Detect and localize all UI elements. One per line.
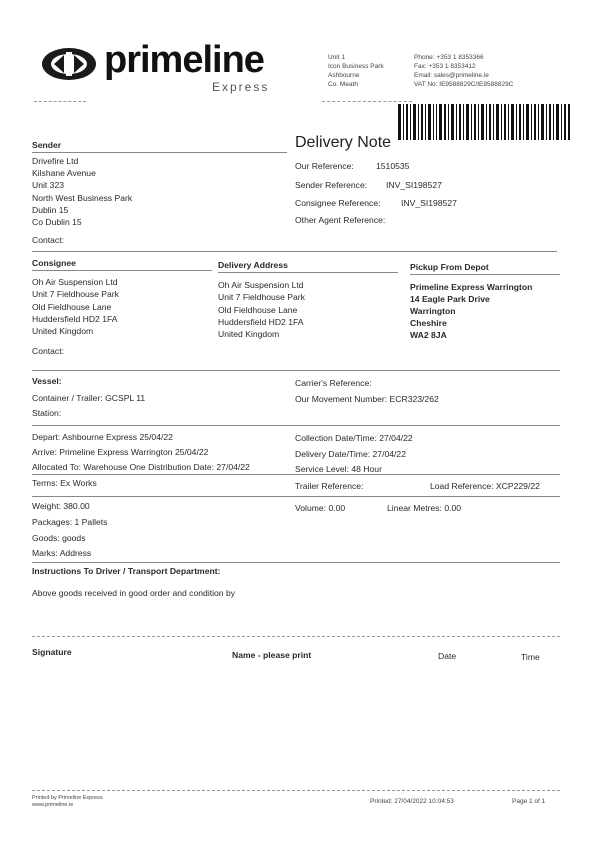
depart-info: Depart: Ashbourne Express 25/04/22 bbox=[32, 432, 173, 442]
pickup-heading: Pickup From Depot bbox=[410, 262, 489, 272]
consignee-reference-value: INV_SI198527 bbox=[401, 198, 457, 208]
delivery-line: Old Fieldhouse Lane bbox=[218, 305, 298, 315]
sender-line: Drivefire Ltd bbox=[32, 156, 79, 166]
instructions-heading: Instructions To Driver / Transport Department: bbox=[32, 566, 221, 576]
divider bbox=[32, 251, 557, 252]
vessel-label: Vessel: bbox=[32, 376, 62, 386]
printed-timestamp: Printed: 27/04/2022 10:04:53 bbox=[370, 798, 454, 805]
company-phone: Phone: +353 1 8353366 bbox=[414, 54, 484, 61]
barcode-icon bbox=[398, 104, 570, 140]
name-label: Name - please print bbox=[232, 650, 312, 660]
allocated-info: Allocated To: Warehouse One Distribution Date: 27/04/22 bbox=[32, 462, 250, 472]
sender-line: Co Dublin 15 bbox=[32, 217, 82, 227]
divider bbox=[32, 474, 560, 475]
pickup-line: Warrington bbox=[410, 306, 456, 316]
volume: Volume: 0.00 bbox=[295, 503, 346, 513]
divider bbox=[32, 496, 560, 497]
collection-datetime: Collection Date/Time: 27/04/22 bbox=[295, 433, 413, 443]
divider bbox=[32, 152, 287, 153]
service-level: Service Level: 48 Hour bbox=[295, 464, 382, 474]
divider bbox=[32, 562, 560, 563]
movement-number: Our Movement Number: ECR323/262 bbox=[295, 394, 439, 404]
consignee-line: Oh Air Suspension Ltd bbox=[32, 277, 118, 287]
delivery-heading: Delivery Address bbox=[218, 260, 288, 270]
divider bbox=[410, 274, 560, 275]
address-line: Ashbourne bbox=[328, 72, 360, 79]
consignee-line: United Kingdom bbox=[32, 326, 94, 336]
weight: Weight: 380.00 bbox=[32, 501, 90, 511]
company-fax: Fax: +353 1 8353412 bbox=[414, 63, 476, 70]
consignee-line: Huddersfield HD2 1FA bbox=[32, 314, 118, 324]
trailer-reference-label: Trailer Reference: bbox=[295, 481, 364, 491]
logo-wordmark: primeline bbox=[104, 39, 264, 81]
sender-line: Dublin 15 bbox=[32, 205, 69, 215]
divider bbox=[322, 101, 412, 102]
divider bbox=[218, 272, 398, 273]
address-line: Unit 1 bbox=[328, 54, 345, 61]
divider bbox=[32, 425, 560, 426]
address-line: Icon Business Park bbox=[328, 63, 384, 70]
consignee-heading: Consignee bbox=[32, 258, 76, 268]
time-label: Time bbox=[521, 652, 540, 662]
divider bbox=[32, 270, 212, 271]
sender-contact-label: Contact: bbox=[32, 235, 65, 245]
other-agent-label: Other Agent Reference: bbox=[295, 215, 386, 225]
page-number: Page 1 of 1 bbox=[512, 798, 546, 805]
address-line: Co. Meath bbox=[328, 81, 358, 88]
sender-line: Kilshane Avenue bbox=[32, 168, 96, 178]
sender-reference-value: INV_SI198527 bbox=[386, 180, 442, 190]
company-email: Email: sales@primeline.ie bbox=[414, 72, 489, 79]
arrive-info: Arrive: Primeline Express Warrington 25/04/22 bbox=[32, 447, 209, 457]
linear-metres: Linear Metres: 0.00 bbox=[387, 503, 462, 513]
signature-label: Signature bbox=[32, 647, 72, 657]
load-reference: Load Reference: XCP229/22 bbox=[430, 481, 540, 491]
delivery-line: United Kingdom bbox=[218, 329, 280, 339]
pickup-line: WA2 8JA bbox=[410, 330, 447, 340]
terms: Terms: Ex Works bbox=[32, 478, 97, 488]
footer-left-line: www.primeline.ie bbox=[32, 802, 74, 808]
our-reference-label: Our Reference: bbox=[295, 161, 354, 171]
sender-heading: Sender bbox=[32, 140, 62, 150]
sender-line: Unit 323 bbox=[32, 180, 65, 190]
footer-divider bbox=[32, 790, 560, 791]
received-statement: Above goods received in good order and condition by bbox=[32, 588, 236, 598]
signature-line bbox=[32, 636, 560, 637]
carriers-reference-label: Carrier's Reference: bbox=[295, 378, 372, 388]
consignee-line: Old Fieldhouse Lane bbox=[32, 302, 112, 312]
divider bbox=[32, 370, 560, 371]
sender-reference-label: Sender Reference: bbox=[295, 180, 368, 190]
packages: Packages: 1 Pallets bbox=[32, 517, 108, 527]
container-trailer: Container / Trailer: GCSPL 11 bbox=[32, 393, 146, 403]
marks: Marks: Address bbox=[32, 548, 92, 558]
goods-description: Goods: goods bbox=[32, 533, 86, 543]
delivery-datetime: Delivery Date/Time: 27/04/22 bbox=[295, 449, 406, 459]
logo-subtitle: Express bbox=[212, 80, 270, 94]
page-title: Delivery Note bbox=[295, 134, 392, 151]
sender-line: North West Business Park bbox=[32, 193, 133, 203]
company-vat: VAT No: IE9588829C/IE9588829C bbox=[414, 81, 514, 88]
primeline-logo-icon bbox=[40, 46, 98, 82]
consignee-line: Unit 7 Fieldhouse Park bbox=[32, 289, 119, 299]
footer-left-line: Printed by Primeline Express bbox=[32, 795, 103, 801]
pickup-line: 14 Eagle Park Drive bbox=[410, 294, 490, 304]
pickup-line: Primeline Express Warrington bbox=[410, 282, 533, 292]
pickup-line: Cheshire bbox=[410, 318, 447, 328]
consignee-reference-label: Consignee Reference: bbox=[295, 198, 381, 208]
date-label: Date bbox=[438, 651, 457, 661]
consignee-contact-label: Contact: bbox=[32, 346, 65, 356]
delivery-line: Unit 7 Fieldhouse Park bbox=[218, 292, 305, 302]
delivery-line: Oh Air Suspension Ltd bbox=[218, 280, 304, 290]
station-label: Station: bbox=[32, 408, 62, 418]
our-reference-value: 1510535 bbox=[376, 161, 410, 171]
delivery-line: Huddersfield HD2 1FA bbox=[218, 317, 304, 327]
divider bbox=[34, 101, 86, 102]
